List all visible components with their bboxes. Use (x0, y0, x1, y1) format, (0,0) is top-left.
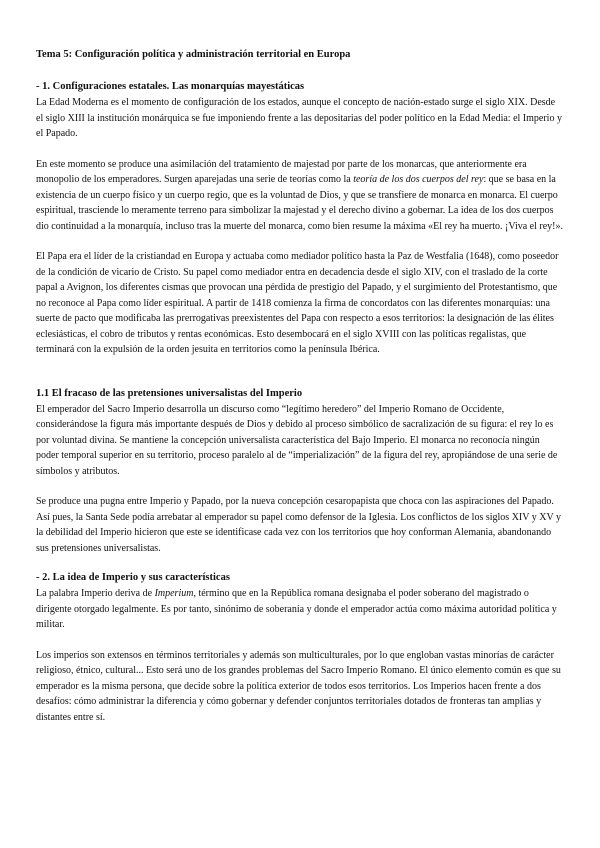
paragraph-imperium (36, 586, 564, 633)
paragraph-papa: El Papa era el líder de la cristiandad en Europa y actuaba como mediador político hasta la Paz de Westfalia (1648), como poseedor de la condición de vicario de Cristo. Su papel como mediador entra en decadencia desde el siglo XIV, con el traslado de la corte papal a Avignon, los diferentes cismas que provocan una pérdida de prestigio del Papado, y el surgimiento del Protestantismo, que no reconoce al Papa como líder espiritual. A partir de 1418 comienza la firma de concordatos con las diferentes monarquías: una suerte de pacto que modificaba las prerrogativas preexistentes del Papa con respecto a esos territorios: la designación de las élites eclesiásticas, el cobro de tributos y rentas económicas. Esto desembocará en el siglo XVIII con las políticas regalistas, que terminará con la expulsión de la orden jesuita en territorios como la península Ibérica. (36, 251, 559, 355)
document-page (36, 48, 564, 740)
paragraph-emperador: El emperador del Sacro Imperio desarrolla un discurso como “legítimo heredero” del Imperio Romano de Occidente, considerándose la figura más importante después de Dios y debido al proceso simbólico de sacralización de su figura: el rey lo es por voluntad divina. Se mantiene la concepción universalista característica del Bajo Imperio. El monarca no reconocía ningún poder temporal superior en su territorio, proceso paralelo al de “imperialización” de la figura del rey, apropiándose de una serie de símbolos y atributos. (36, 403, 558, 477)
section-heading-monarquias: - 1. Configuraciones estatales. Las monarquías mayestáticas (36, 81, 305, 92)
paragraph-multiculturales: Los imperios son extensos en términos territoriales y además son multiculturales, por lo que engloban vastas minorías de carácter religioso, étnico, cultural... Esto será uno de los grandes problemas del Sacro Imperio Romano. El único elemento común es que su emperador es la misma persona, que decide sobre la política exterior de todos esos territorios. Los Imperios hacen frente a dos desafíos: cómo administrar la diferencia y cómo gobernar y defender conjuntos territoriales dotados de fronteras tan amplias y distantes entre sí. (36, 649, 561, 723)
imperium-text-after: , término que en la República romana designaba el poder soberano del magistrado o dirigente otorgado legalmente. Es por tanto, sinónimo de soberanía y donde el emperador actúa como máxima autoridad política y militar. (36, 588, 557, 630)
imperium-text-before: La palabra Imperio deriva de (36, 588, 155, 599)
document-title: Tema 5: Configuración política y administración territorial en Europa (36, 49, 351, 60)
majestad-text-before: En este momento se produce una asimilación del tratamiento de majestad por parte de los monarcas, que anteriormente era monopolio de los emperadores. Surgen aparejadas una serie de teorías como la (36, 158, 527, 185)
dos-cuerpos-theory: teoría de los dos cuerpos del rey (353, 174, 484, 185)
section-heading-imperio-universalista: 1.1 El fracaso de las pretensiones universalistas del Imperio (36, 387, 303, 399)
paragraph-majestad (36, 157, 564, 235)
imperium-term: Imperium (154, 588, 194, 599)
paragraph-pugna: Se produce una pugna entre Imperio y Papado, por la nueva concepción cesaropapista que choca con las aspiraciones del Papado. Así pues, la Santa Sede podía arrebatar al emperador su papel como defensor de la Iglesia. Los conflictos de los siglos XIV y XV y la debilidad del Imperio hicieron que este se identificase cada vez con los territorios que hoy conforman Alemania, abandonando sus pretensiones universalistas. (36, 496, 562, 554)
majestad-text-after: : que se basa en la existencia de un cuerpo físico y un cuerpo regio, que es la voluntad de Dios, y que se transfiere de monarca en monarca. El cuerpo espiritual, trasciende lo meramente terreno para simbolizar la majestad y el derecho divino a gobernar. La idea de los dos cuerpos dio continuidad a la monarquía, incluso tras la muerte del monarca, como bien resume la máxima «El rey ha muerto. ¡Viva el rey!». (36, 174, 563, 232)
paragraph-edad-moderna: La Edad Moderna es el momento de configuración de los estados, aunque el concepto de nación-estado surge el siglo XIX. Desde el siglo XIII la institución monárquica se fue imponiendo frente a las depositarias del poder político en la Edad Media: el Imperio y el Papado. (36, 97, 562, 139)
section-heading-idea-imperio: - 2. La idea de Imperio y sus características (36, 572, 230, 583)
